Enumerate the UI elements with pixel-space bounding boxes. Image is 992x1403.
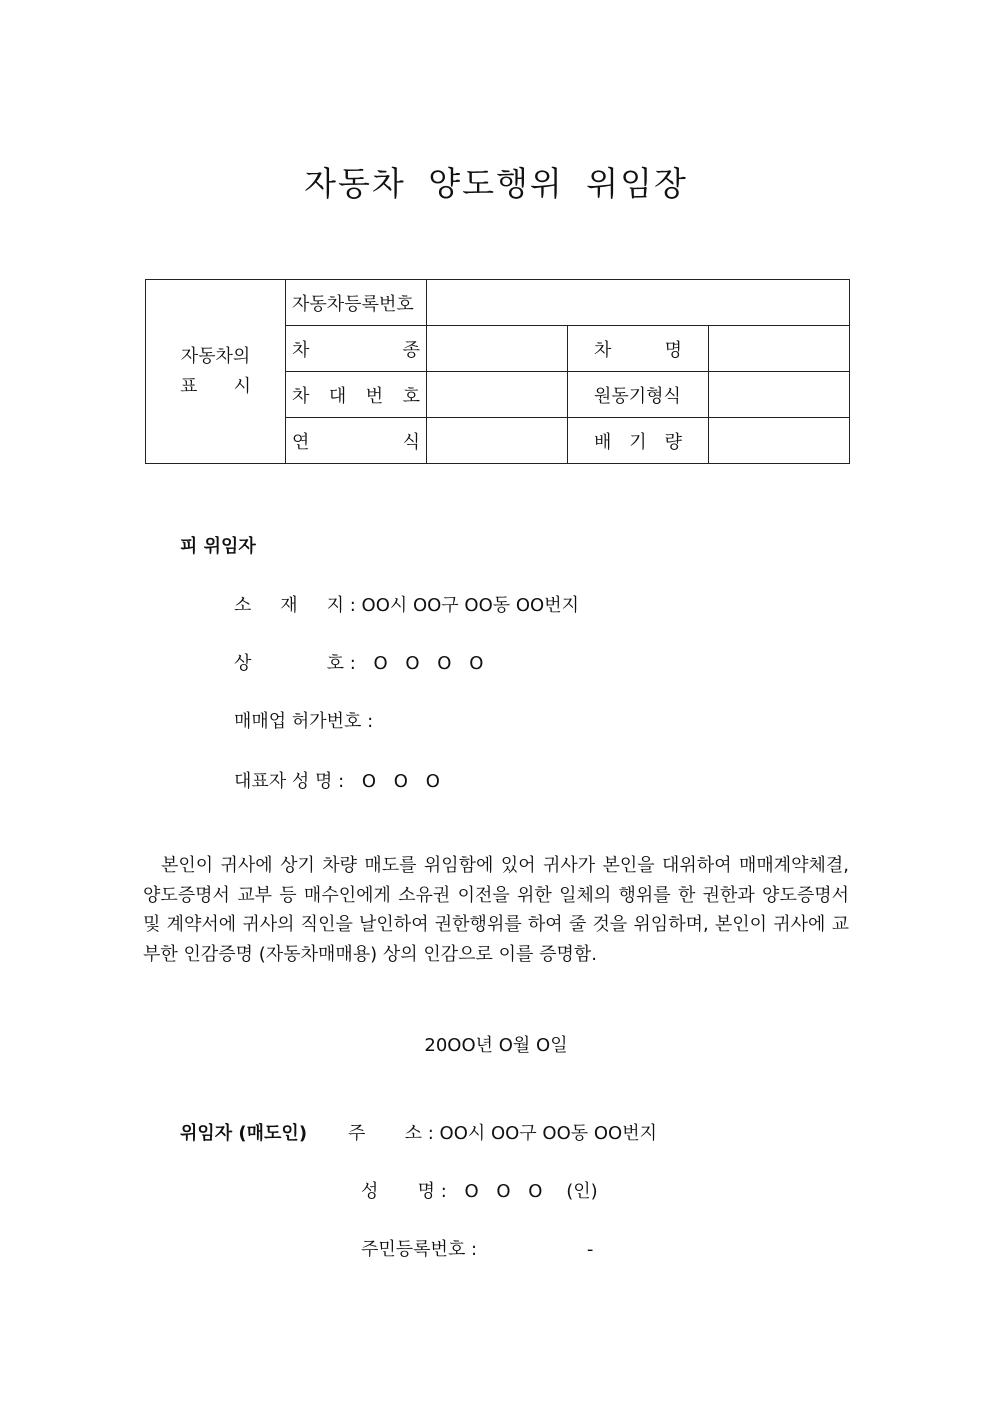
type-label: 차 종 bbox=[292, 339, 420, 361]
reg-no-label-cell bbox=[286, 280, 427, 326]
displacement-label: 배 기 량 bbox=[594, 431, 682, 453]
type-value-cell[interactable] bbox=[427, 326, 568, 372]
delegatee-ceo-value: : O O O bbox=[338, 771, 440, 792]
delegatee-ceo-label: 대표자 성 명 bbox=[234, 771, 333, 792]
delegator-rrn-line bbox=[361, 1235, 593, 1261]
year-label: 연 식 bbox=[292, 431, 420, 453]
document-date: 20OO년 O월 O일 bbox=[424, 1035, 568, 1056]
delegator-name-value: : O O O bbox=[440, 1181, 543, 1202]
vehicle-row-header-line2: 표 시 bbox=[180, 375, 251, 397]
delegatee-company-label: 상 호 bbox=[234, 653, 344, 674]
delegator-name-line bbox=[361, 1177, 598, 1203]
engine-value-cell[interactable] bbox=[709, 372, 850, 418]
delegatee-license-label: 매매업 허가번호 bbox=[234, 711, 362, 732]
delegatee-company-value: : O O O O bbox=[349, 653, 484, 674]
year-value-cell[interactable] bbox=[427, 418, 568, 464]
chassis-label-cell bbox=[286, 372, 427, 418]
name-value-cell[interactable] bbox=[709, 326, 850, 372]
reg-no-label: 자동차등록번호 bbox=[292, 293, 414, 315]
delegation-body-text: 본인이 귀사에 상기 차량 매도를 위임함에 있어 귀사가 본인을 대위하여 매매계약체결, 양도증명서 교부 등 매수인에게 소유권 이전을 위한 일체의 행위를 한 권한과 양도증명서 및 계약서에 귀사의 직인을 날인하여 권한행위를 하여 줄 것을 위임하며, 본인이 귀사에 교부한 인감증명 (자동차매매용) 상의 인감으로 이를 증명함. bbox=[143, 855, 849, 965]
delegator-name-label: 성 명 bbox=[361, 1181, 435, 1202]
chassis-value-cell[interactable] bbox=[427, 372, 568, 418]
delegatee-ceo-line bbox=[234, 767, 440, 793]
delegatee-company-line bbox=[234, 649, 483, 675]
engine-label: 원동기형식 bbox=[594, 385, 681, 407]
delegatee-license-line bbox=[234, 707, 373, 733]
displacement-label-cell bbox=[568, 418, 709, 464]
engine-label-cell bbox=[568, 372, 709, 418]
delegatee-address-value: : OO시 OO구 OO동 OO번지 bbox=[349, 595, 579, 616]
name-label-cell bbox=[568, 326, 709, 372]
delegator-address-line bbox=[348, 1119, 657, 1145]
delegator-rrn-label: 주민등록번호 : bbox=[361, 1239, 478, 1260]
document-title: 자동차 양도행위 위임장 bbox=[304, 164, 688, 203]
delegator-heading: 위임자 (매도인) bbox=[180, 1123, 308, 1144]
vehicle-info-table bbox=[145, 279, 850, 464]
vehicle-row-header-line1: 자동차의 bbox=[180, 345, 251, 367]
vehicle-row-header bbox=[146, 280, 286, 464]
displacement-value-cell[interactable] bbox=[709, 418, 850, 464]
name-label: 차 명 bbox=[594, 339, 682, 361]
delegator-seal: (인) bbox=[566, 1181, 598, 1202]
chassis-label: 차 대 번 호 bbox=[292, 385, 420, 407]
delegatee-license-value: : bbox=[367, 711, 374, 732]
type-label-cell bbox=[286, 326, 427, 372]
delegatee-address-line bbox=[234, 591, 579, 617]
year-label-cell bbox=[286, 418, 427, 464]
delegator-address-label: 주 소 bbox=[348, 1123, 422, 1144]
delegator-rrn-dash: - bbox=[586, 1239, 594, 1260]
delegatee-address-label: 소 재 지 bbox=[234, 595, 344, 616]
delegator-address-value: : OO시 OO구 OO동 OO번지 bbox=[427, 1123, 657, 1144]
reg-no-value-cell[interactable] bbox=[427, 280, 850, 326]
delegatee-heading: 피 위임자 bbox=[180, 536, 256, 557]
